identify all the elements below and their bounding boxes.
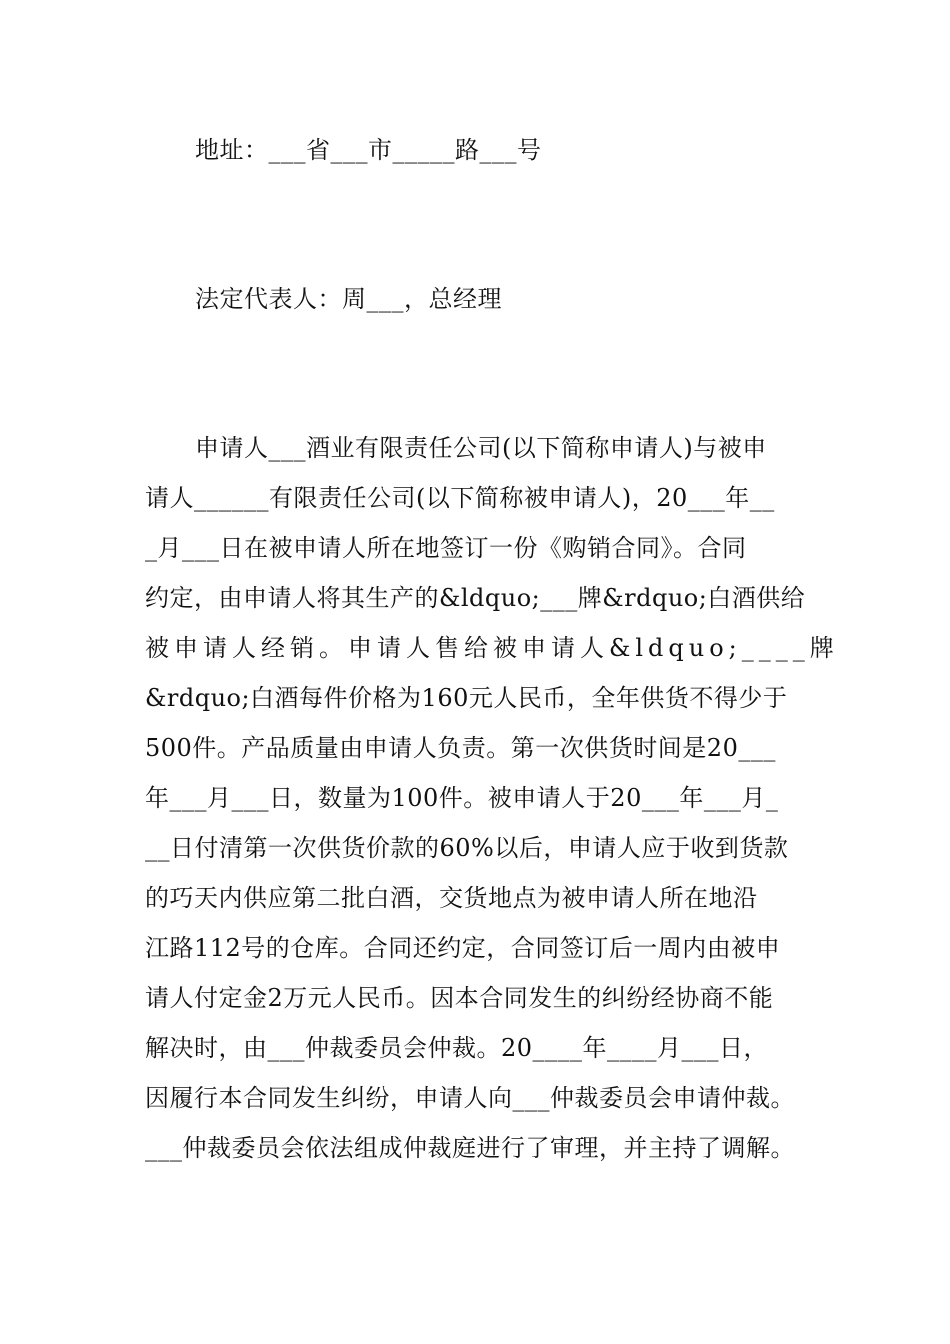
paragraph-line: 的巧天内供应第二批白酒，交货地点为被申请人所在地沿	[145, 884, 758, 912]
paragraph-line: 约定，由申请人将其生产的&ldquo;___牌&rdquo;白酒供给	[145, 584, 806, 612]
paragraph-line: 请人______有限责任公司(以下简称被申请人)，20___年__	[145, 484, 775, 512]
paragraph-line: ___仲裁委员会依法组成仲裁庭进行了审理，并主持了调解。	[145, 1134, 795, 1162]
paragraph-line: _月___日在被申请人所在地签订一份《购销合同》。合同	[145, 534, 747, 562]
paragraph-line: __日付清第一次供货价款的60%以后，申请人应于收到货款	[145, 834, 789, 862]
paragraph-line: 年___月___日，数量为100件。被申请人于20___年___月_	[145, 784, 779, 812]
paragraph-line: 被申请人经销。申请人售给被申请人&ldquo;____牌	[145, 634, 839, 662]
paragraph-line: 申请人___酒业有限责任公司(以下简称申请人)与被申	[195, 434, 767, 462]
paragraph-line: 解决时，由___仲裁委员会仲裁。20____年____月___日，	[145, 1034, 769, 1062]
paragraph-line: 请人付定金2万元人民币。因本合同发生的纠纷经协商不能	[145, 984, 774, 1012]
paragraph-line: 江路112号的仓库。合同还约定，合同签订后一周内由被申	[145, 934, 781, 962]
paragraph-line: &rdquo;白酒每件价格为160元人民币，全年供货不得少于	[145, 684, 788, 712]
legal-representative-line: 法定代表人：周___，总经理	[195, 285, 502, 313]
address-line: 地址：___省___市_____路___号	[195, 136, 542, 164]
paragraph-line: 因履行本合同发生纠纷，申请人向___仲裁委员会申请仲裁。	[145, 1084, 795, 1112]
paragraph-line: 500件。产品质量由申请人负责。第一次供货时间是20___	[145, 734, 776, 762]
